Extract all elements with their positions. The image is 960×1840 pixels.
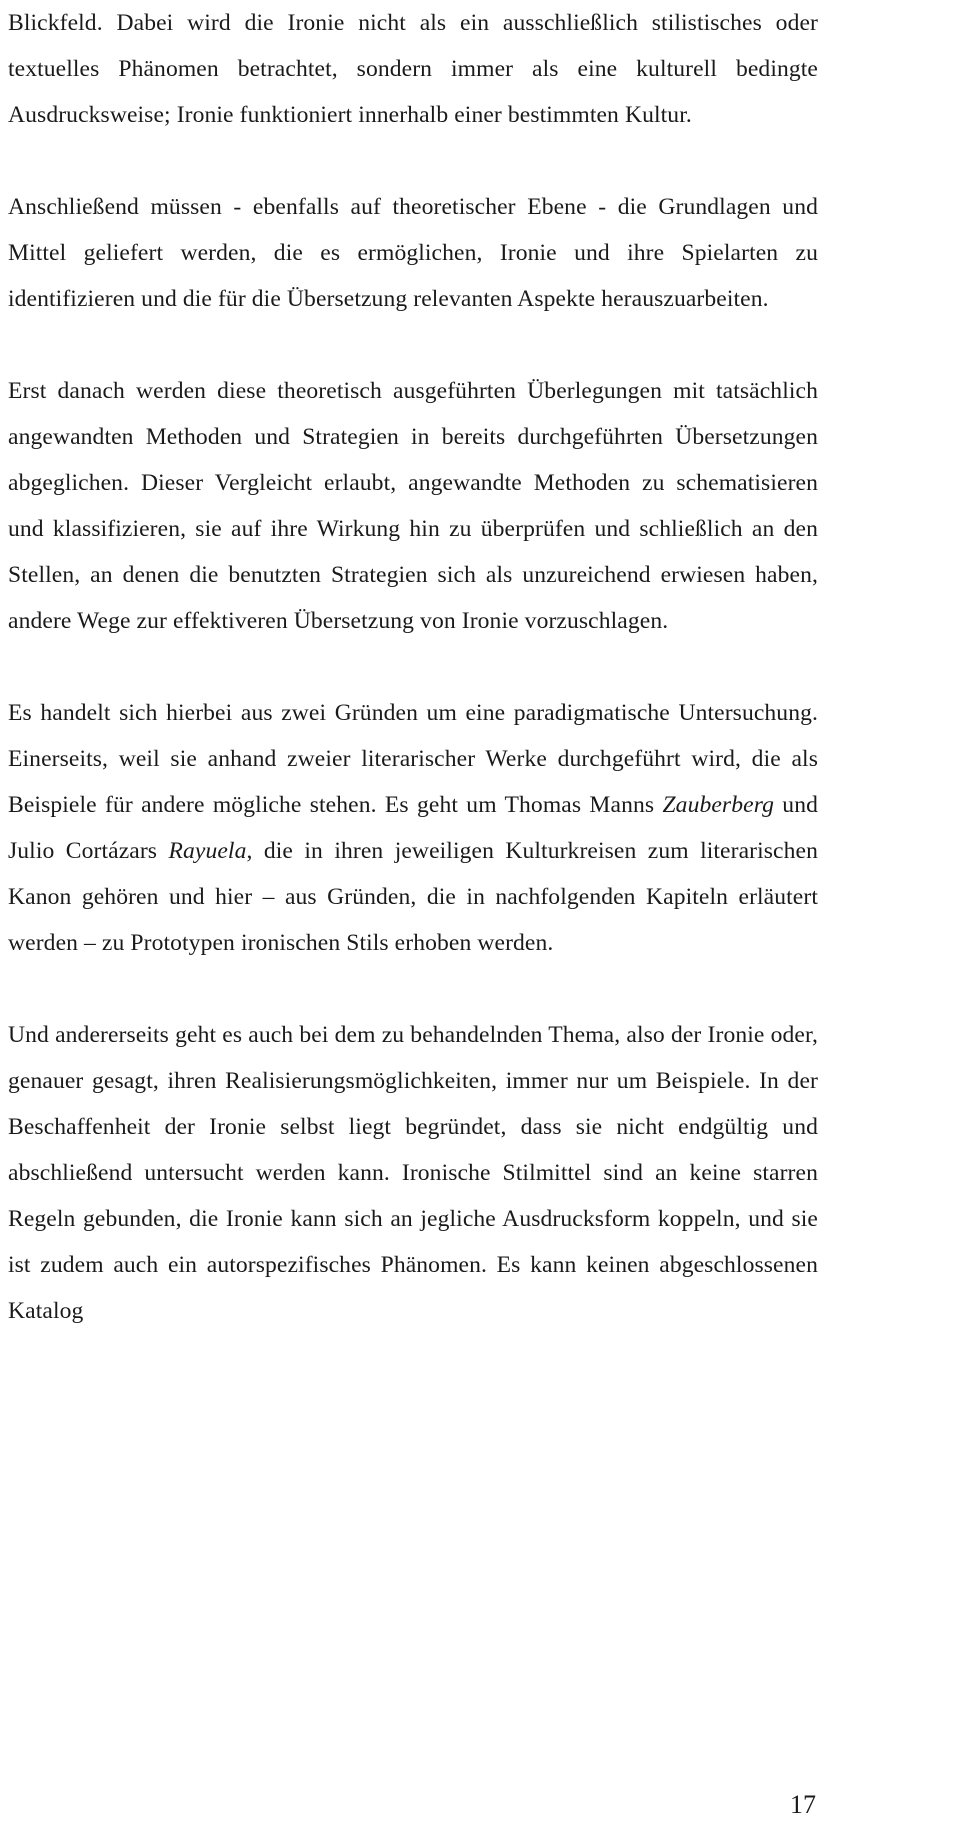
document-page bbox=[8, 0, 818, 1334]
paragraph-3 bbox=[8, 368, 818, 644]
paragraph-4 bbox=[8, 690, 818, 966]
paragraph-4-text-b: und Julio Cortázars bbox=[8, 792, 818, 864]
paragraph-4-text-c: , die in ihren jeweiligen Kulturkreisen zum literarischen Kanon gehören und hier – aus Gründen, die in nachfolgenden Kapiteln erläutert werden – zu Prototypen ironischen Stils erhoben werden. bbox=[8, 838, 818, 956]
paragraph-1 bbox=[8, 0, 818, 138]
paragraph-2 bbox=[8, 184, 818, 322]
paragraph-4-text-a: Es handelt sich hierbei aus zwei Gründen um eine paradigmatische Untersuchung. Einerseits, weil sie anhand zweier literarischer Werke durchgeführt wird, die als Beispiele für andere mögliche stehen. Es geht um Thomas Manns bbox=[8, 700, 818, 818]
paragraph-5 bbox=[8, 1012, 818, 1334]
page-number: 17 bbox=[790, 1790, 816, 1819]
book-title-rayuela: Rayuela bbox=[168, 838, 247, 864]
paragraph-3-text: Erst danach werden diese theoretisch ausgeführten Überlegungen mit tatsächlich angewandten Methoden und Strategien in bereits durchgeführten Übersetzungen abgeglichen. Dieser Vergleicht erlaubt, angewandte Methoden zu schematisieren und klassifizieren, sie auf ihre Wirkung hin zu überprüfen und schließlich an den Stellen, an denen die benutzten Strategien sich als unzureichend erwiesen haben, andere Wege zur effektiveren Übersetzung von Ironie vorzuschlagen. bbox=[8, 378, 818, 634]
book-title-zauberberg: Zauberberg bbox=[662, 792, 774, 818]
paragraph-1-text: Blickfeld. Dabei wird die Ironie nicht als ein ausschließlich stilistisches oder textuelles Phänomen betrachtet, sondern immer als eine kulturell bedingte Ausdrucksweise; Ironie funktioniert innerhalb einer bestimmten Kultur. bbox=[8, 10, 818, 128]
paragraph-2-text: Anschließend müssen - ebenfalls auf theoretischer Ebene - die Grundlagen und Mittel geliefert werden, die es ermöglichen, Ironie und ihre Spielarten zu identifizieren und die für die Übersetzung relevanten Aspekte herauszuarbeiten. bbox=[8, 194, 818, 312]
paragraph-5-text: Und andererseits geht es auch bei dem zu behandelnden Thema, also der Ironie oder, genauer gesagt, ihren Realisierungsmöglichkeiten, immer nur um Beispiele. In der Beschaffenheit der Ironie selbst liegt begründet, dass sie nicht endgültig und abschließend untersucht werden kann. Ironische Stilmittel sind an keine starren Regeln gebunden, die Ironie kann sich an jegliche Ausdrucksform koppeln, und sie ist zudem auch ein autorspezifisches Phänomen. Es kann keinen abgeschlossenen Katalog bbox=[8, 1022, 818, 1324]
